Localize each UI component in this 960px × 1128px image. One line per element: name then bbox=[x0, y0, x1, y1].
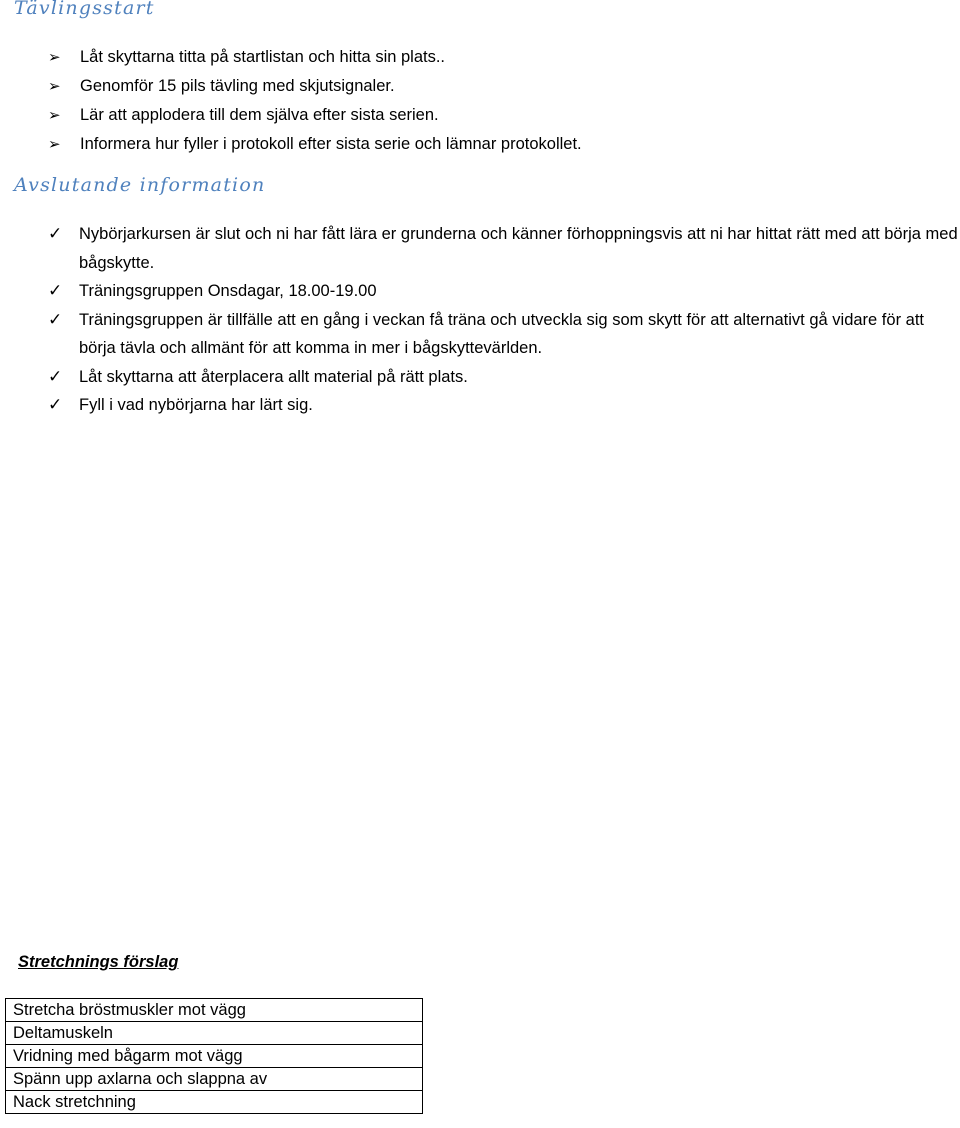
list-item bbox=[48, 363, 960, 392]
arrow-bullet-icon: ➢ bbox=[48, 78, 61, 95]
list-item bbox=[48, 277, 960, 306]
table-row bbox=[6, 1045, 423, 1068]
table-row bbox=[6, 999, 423, 1022]
checkmark-icon: ✓ bbox=[48, 366, 63, 386]
table-row bbox=[6, 1068, 423, 1091]
list-item-text: Informera hur fyller i protokoll efter sista serie och lämnar protokollet. bbox=[80, 135, 582, 153]
list-item-text: Fyll i vad nybörjarna har lärt sig. bbox=[79, 396, 313, 414]
list-item bbox=[48, 220, 960, 277]
arrow-bullet-icon: ➢ bbox=[48, 136, 61, 153]
stretch-section-title: Stretchnings förslag bbox=[18, 953, 179, 971]
list-item-text: Låt skyttarna titta på startlistan och hitta sin plats.. bbox=[80, 48, 446, 66]
arrow-bullet-icon: ➢ bbox=[48, 49, 61, 66]
table-cell: Vridning med bågarm mot vägg bbox=[6, 1045, 423, 1068]
checkmark-icon: ✓ bbox=[48, 309, 63, 329]
avslutande-information-list bbox=[48, 220, 960, 420]
list-item bbox=[48, 306, 960, 363]
list-item-text: Träningsgruppen Onsdagar, 18.00-19.00 bbox=[79, 282, 377, 300]
list-item bbox=[48, 43, 948, 72]
checkmark-icon: ✓ bbox=[48, 395, 63, 414]
list-item bbox=[48, 391, 960, 420]
arrow-bullet-icon: ➢ bbox=[48, 107, 61, 124]
checkmark-icon: ✓ bbox=[48, 281, 63, 300]
stretch-table bbox=[5, 998, 423, 1114]
table-cell: Spänn upp axlarna och slappna av bbox=[6, 1068, 423, 1091]
section-title-avslutande-information: Avslutande information bbox=[14, 174, 266, 196]
list-item-text: Genomför 15 pils tävling med skjutsignaler. bbox=[80, 77, 395, 95]
list-item-text: Lär att applodera till dem själva efter sista serien. bbox=[80, 106, 439, 124]
checkmark-icon: ✓ bbox=[48, 224, 63, 243]
table-cell: Deltamuskeln bbox=[6, 1022, 423, 1045]
table-cell: Nack stretchning bbox=[6, 1091, 423, 1114]
list-item bbox=[48, 101, 948, 130]
list-item-text: Träningsgruppen är tillfälle att en gång i veckan få träna och utveckla sig som skytt för att alternativt gå vidare för att börja tävla och allmänt för att komma in mer i bågskyttevärlden. bbox=[79, 310, 924, 357]
list-item-text: Nybörjarkursen är slut och ni har fått lära er grunderna och känner förhoppningsvis att ni har hittat rätt med att börja med bågskytte. bbox=[79, 225, 958, 272]
table-row bbox=[6, 1022, 423, 1045]
list-item bbox=[48, 72, 948, 101]
list-item bbox=[48, 130, 948, 159]
tavlingsstart-list bbox=[48, 43, 948, 159]
section-title-tavlingsstart: Tävlingsstart bbox=[14, 0, 155, 19]
list-item-text: Låt skyttarna att återplacera allt material på rätt plats. bbox=[79, 367, 468, 386]
table-cell: Stretcha bröstmuskler mot vägg bbox=[6, 999, 423, 1022]
table-row bbox=[6, 1091, 423, 1114]
